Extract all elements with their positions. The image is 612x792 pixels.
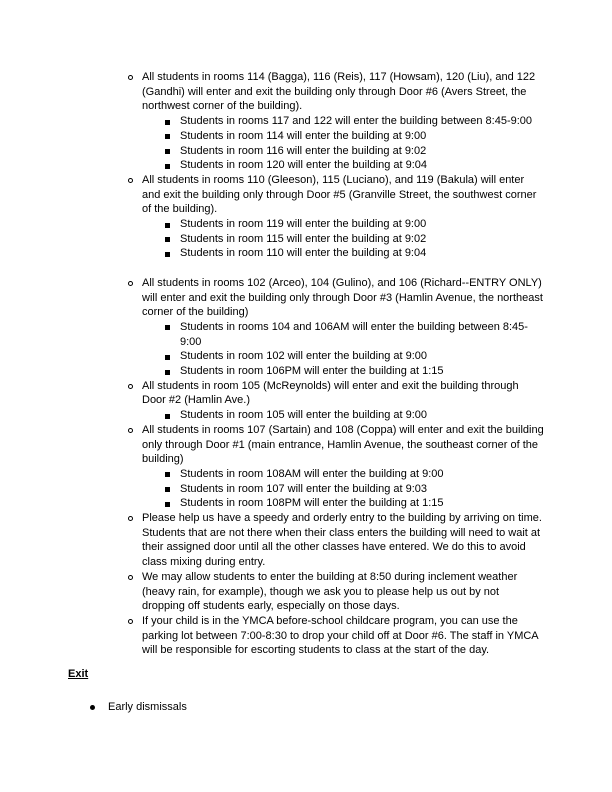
- list-item-text: All students in rooms 114 (Bagga), 116 (Reis), 117 (Howsam), 120 (Liu), and 122 (Gandhi) will enter and exit the building only through Door #6 (Avers Street, the northwest corner of the building).: [142, 71, 536, 113]
- list-item: [0, 700, 538, 715]
- list-item: [0, 614, 544, 658]
- list-item-text: Students in room 116 will enter the building at 9:02: [180, 144, 427, 157]
- list-item: [0, 482, 548, 497]
- list-item-text: Students in room 108AM will enter the building at 9:00: [180, 467, 444, 480]
- list-item: [0, 379, 544, 408]
- list-item-text: Students in room 115 will enter the building at 9:02: [180, 232, 427, 245]
- list-item-text: Students in room 110 will enter the building at 9:04: [180, 247, 427, 260]
- circle-bullet-icon: [128, 516, 133, 521]
- list-item: [0, 570, 544, 614]
- list-item-text: Students in rooms 104 and 106AM will enter the building between 8:45-9:00: [180, 320, 528, 348]
- list-item: [0, 246, 548, 261]
- square-bullet-icon: [165, 164, 170, 169]
- list-item: [0, 114, 548, 129]
- list-item-text: Students in room 107 will enter the building at 9:03: [180, 482, 428, 495]
- list-item: [0, 158, 548, 173]
- circle-bullet-icon: [128, 75, 133, 80]
- list-item: [0, 423, 544, 467]
- circle-bullet-icon: [128, 619, 133, 624]
- list-item-text: Students in room 108PM will enter the building at 1:15: [180, 497, 444, 510]
- list-item-text: Please help us have a speedy and orderly entry to the building by arriving on time. Students that are not there when their class enters the building will need to wait at their assigned door until all the other classes have entered. We do this to avoid class mixing during entry.: [142, 512, 542, 569]
- list-item: [0, 320, 548, 349]
- list-item-text: All students in rooms 102 (Arceo), 104 (Gulino), and 106 (Richard--ENTRY ONLY) will enter and exit the building only through Door #3 (Hamlin Avenue, the northeast corner of the building): [142, 276, 543, 319]
- square-bullet-icon: [165, 487, 170, 492]
- list-item: [0, 349, 548, 364]
- circle-bullet-icon: [128, 575, 133, 580]
- square-bullet-icon: [165, 223, 170, 228]
- list-item: [0, 364, 548, 379]
- circle-bullet-icon: [128, 428, 133, 433]
- square-bullet-icon: [165, 237, 170, 242]
- list-item-text: All students in room 105 (McReynolds) will enter and exit the building through Door #2 (Hamlin Ave.): [142, 379, 519, 407]
- square-bullet-icon: [165, 472, 170, 477]
- square-bullet-icon: [165, 149, 170, 154]
- list-item-text: Students in room 102 will enter the building at 9:00: [180, 350, 428, 363]
- square-bullet-icon: [165, 355, 170, 360]
- list-item-text: Early dismissals: [108, 700, 187, 713]
- list-item-text: All students in rooms 107 (Sartain) and 108 (Coppa) will enter and exit the building only through Door #1 (main entrance, Hamlin Avenue, the southeast corner of the building): [142, 423, 544, 466]
- list-item-text: If your child is in the YMCA before-school childcare program, you can use the parking lot between 7:00-8:30 to drop your child off at Door #6. The staff in YMCA will be responsible for escorting students to class at the start of the day.: [142, 615, 539, 657]
- list-item-text: Students in room 105 will enter the building at 9:00: [180, 409, 428, 422]
- list-item-text: We may allow students to enter the building at 8:50 during inclement weather (heavy rain, for example), though we ask you to please help us out by not dropping off students early, especially on those days.: [142, 570, 518, 613]
- list-item: [0, 232, 548, 247]
- list-item: [0, 467, 548, 482]
- square-bullet-icon: [165, 325, 170, 330]
- square-bullet-icon: [165, 120, 170, 125]
- list-item-text: Students in room 120 will enter the building at 9:04: [180, 159, 428, 172]
- list-item: [0, 70, 544, 114]
- square-bullet-icon: [165, 502, 170, 507]
- circle-bullet-icon: [128, 384, 133, 389]
- list-item: [0, 144, 548, 159]
- square-bullet-icon: [165, 414, 170, 419]
- square-bullet-icon: [165, 252, 170, 257]
- list-item-text: Students in room 106PM will enter the building at 1:15: [180, 365, 444, 378]
- list-item: [0, 511, 544, 570]
- list-item: [0, 129, 548, 144]
- square-bullet-icon: [165, 370, 170, 375]
- list-item: [0, 173, 544, 217]
- circle-bullet-icon: [128, 281, 133, 286]
- square-bullet-icon: [165, 134, 170, 139]
- list-item-text: Students in rooms 117 and 122 will enter the building between 8:45-9:00: [180, 115, 533, 128]
- exit-heading: Exit: [68, 668, 89, 681]
- list-item: [0, 496, 548, 511]
- disc-bullet-icon: [90, 705, 95, 710]
- list-item: [0, 408, 548, 423]
- circle-bullet-icon: [128, 178, 133, 183]
- entry-section: [0, 70, 612, 715]
- list-item-text: Students in room 119 will enter the building at 9:00: [180, 218, 427, 231]
- list-item: [0, 276, 544, 320]
- list-item: [0, 217, 548, 232]
- list-item-text: All students in rooms 110 (Gleeson), 115 (Luciano), and 119 (Bakula) will enter and exit the building only through Door #5 (Granville Street, the southwest corner of the building).: [142, 173, 537, 216]
- list-item-text: Students in room 114 will enter the building at 9:00: [180, 129, 427, 142]
